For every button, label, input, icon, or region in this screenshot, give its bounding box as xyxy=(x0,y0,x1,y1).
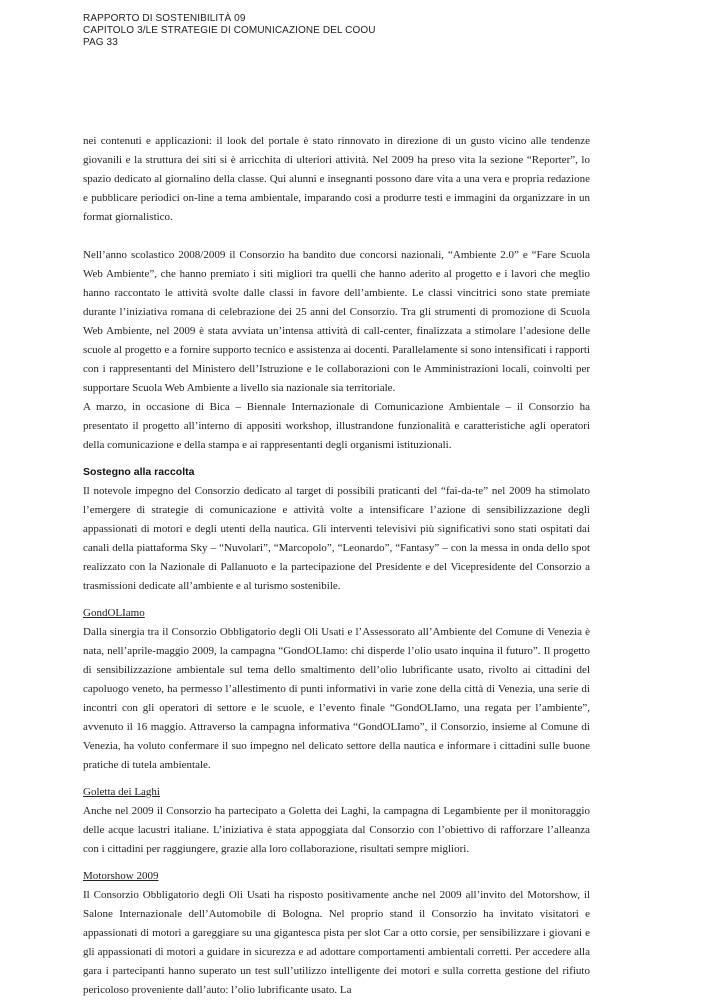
section-spacer xyxy=(83,455,590,463)
body-text xyxy=(83,132,590,1000)
paragraph-gondoliamo: Dalla sinergia tra il Consorzio Obbligatorio degli Oli Usati e l’Assessorato all’Ambiente del Comune di Venezia è nata, nell’aprile-maggio 2009, la campagna “GondOLIamo: chi disperde l’olio usato inquina il futuro”. Il progetto di sensibilizzazione ambientale sul tema dello smaltimento dell’olio lubrificante usato, rivolto ai cittadini del capoluogo veneto, ha permesso l’allestimento di punti informativi in varie zone della città di Venezia, una serie di incontri con gli operatori di settore e le scuole, e l’evento finale “GondOLIamo, una regata per l’ambiente”, avvenuto il 16 maggio. Attraverso la campagna informativa “GondOLIamo”, il Consorzio, insieme al Comune di Venezia, ha voluto confermare il suo impegno nel delicato settore della nautica e informare i cittadini sulle buone pratiche di tutela ambientale. xyxy=(83,626,590,771)
report-title: RAPPORTO DI SOSTENIBILITÀ 09 xyxy=(83,13,246,24)
section-spacer xyxy=(83,859,590,867)
section-heading-goletta: Goletta dei Laghi xyxy=(83,786,160,798)
paragraph-raccolta: Il notevole impegno del Consorzio dedicato al target di possibili praticanti del “fai-da-te” nel 2009 ha stimolato l’emergere di strategie di comunicazione e attività volte a intensificare l’azione di sensibilizzazione degli appassionati di motori e degli utenti della nautica. Gli interventi televisivi più significativi sono stati ospitati dai canali della piattaforma Sky – “Nuvolari”, “Marcopolo”, “Leonardo”, “Fantasy” – con la messa in onda dello spot realizzato con la Nazionale di Pallanuoto e la partecipazione del Presidente e del Vicepresidente del Consorzio a trasmissioni dedicate all’ambiente e al turismo sostenibile. xyxy=(83,485,590,592)
page-number: PAG 33 xyxy=(83,37,118,48)
section-spacer xyxy=(83,596,590,604)
running-header xyxy=(83,13,376,49)
section-heading-gondoliamo: GondOLIamo xyxy=(83,607,145,619)
chapter-title: CAPITOLO 3/LE STRATEGIE DI COMUNICAZIONE DEL COOU xyxy=(83,25,376,36)
section-spacer xyxy=(83,775,590,783)
paragraph-spacer xyxy=(83,227,590,246)
paragraph-motorshow: Il Consorzio Obbligatorio degli Oli Usati ha risposto positivamente anche nel 2009 all’invito del Motorshow, il Salone Internazionale dell’Automobile di Bologna. Nel proprio stand il Consorzio ha invitato visitatori e appassionati di motori a gareggiare su una gigantesca pista per slot Car a otto corsie, per sensibilizzare i giovani e gli appassionati di motori a guidare in sicurezza e ad adottare comportamenti ambientali corretti. Per accedere alla gara i partecipanti hanno superato un test sull’utilizzo intelligente dei motori e sulla corretta gestione del rifiuto pericoloso proveniente dall’auto: l’olio lubrificante usato. La xyxy=(83,889,590,996)
section-heading-raccolta: Sostegno alla raccolta xyxy=(83,466,195,478)
paragraph-bica: A marzo, in occasione di Bica – Biennale Internazionale di Comunicazione Ambientale – il Consorzio ha presentato il progetto all’interno di appositi workshop, illustrandone funzionalità e caratteristiche agli operatori della comunicazione e della stampa e ai rappresentanti degli organismi istituzionali. xyxy=(83,401,590,451)
paragraph-contests: Nell’anno scolastico 2008/2009 il Consorzio ha bandito due concorsi nazionali, “Ambiente 2.0” e “Fare Scuola Web Ambiente”, che hanno premiato i siti migliori tra quelli che hanno aderito al progetto e i lavori che meglio hanno raccontato le attività svolte dalle classi in favore dell’ambiente. Le classi vincitrici sono state premiate durante l’iniziativa romana di celebrazione dei 25 anni del Consorzio. Tra gli strumenti di promozione di Scuola Web Ambiente, nel 2009 è stata avviata un’intensa attività di call-center, finalizzata a stimolare l’adesione delle scuole al progetto e a fornire supporto tecnico e assistenza ai docenti. Parallelamente si sono intensificati i rapporti con i rappresentanti del Ministero dell’Istruzione e le collaborazioni con le Amministrazioni locali, coinvolti per supportare Scuola Web Ambiente a livello sia nazionale sia territoriale. xyxy=(83,249,590,394)
paragraph-portal: nei contenuti e applicazioni: il look del portale è stato rinnovato in direzione di un gusto vicino alle tendenze giovanili e la struttura dei siti si è arricchita di ulteriori attività. Nel 2009 ha preso vita la sezione “Reporter”, lo spazio dedicato al giornalino della classe. Qui alunni e insegnanti possono dare vita a una vera e propria redazione e pubblicare periodici on-line a tema ambientale, imparando così a produrre testi e immagini da organizzare in un format giornalistico. xyxy=(83,135,590,223)
paragraph-goletta: Anche nel 2009 il Consorzio ha partecipato a Goletta dei Laghi, la campagna di Legambiente per il monitoraggio delle acque lacustri italiane. L’iniziativa è stata appoggiata dal Consorzio con l’obiettivo di rafforzare l’alleanza con i cittadini per raggiungere, grazie alla loro collaborazione, risultati sempre migliori. xyxy=(83,805,590,855)
section-heading-motorshow: Motorshow 2009 xyxy=(83,870,159,882)
